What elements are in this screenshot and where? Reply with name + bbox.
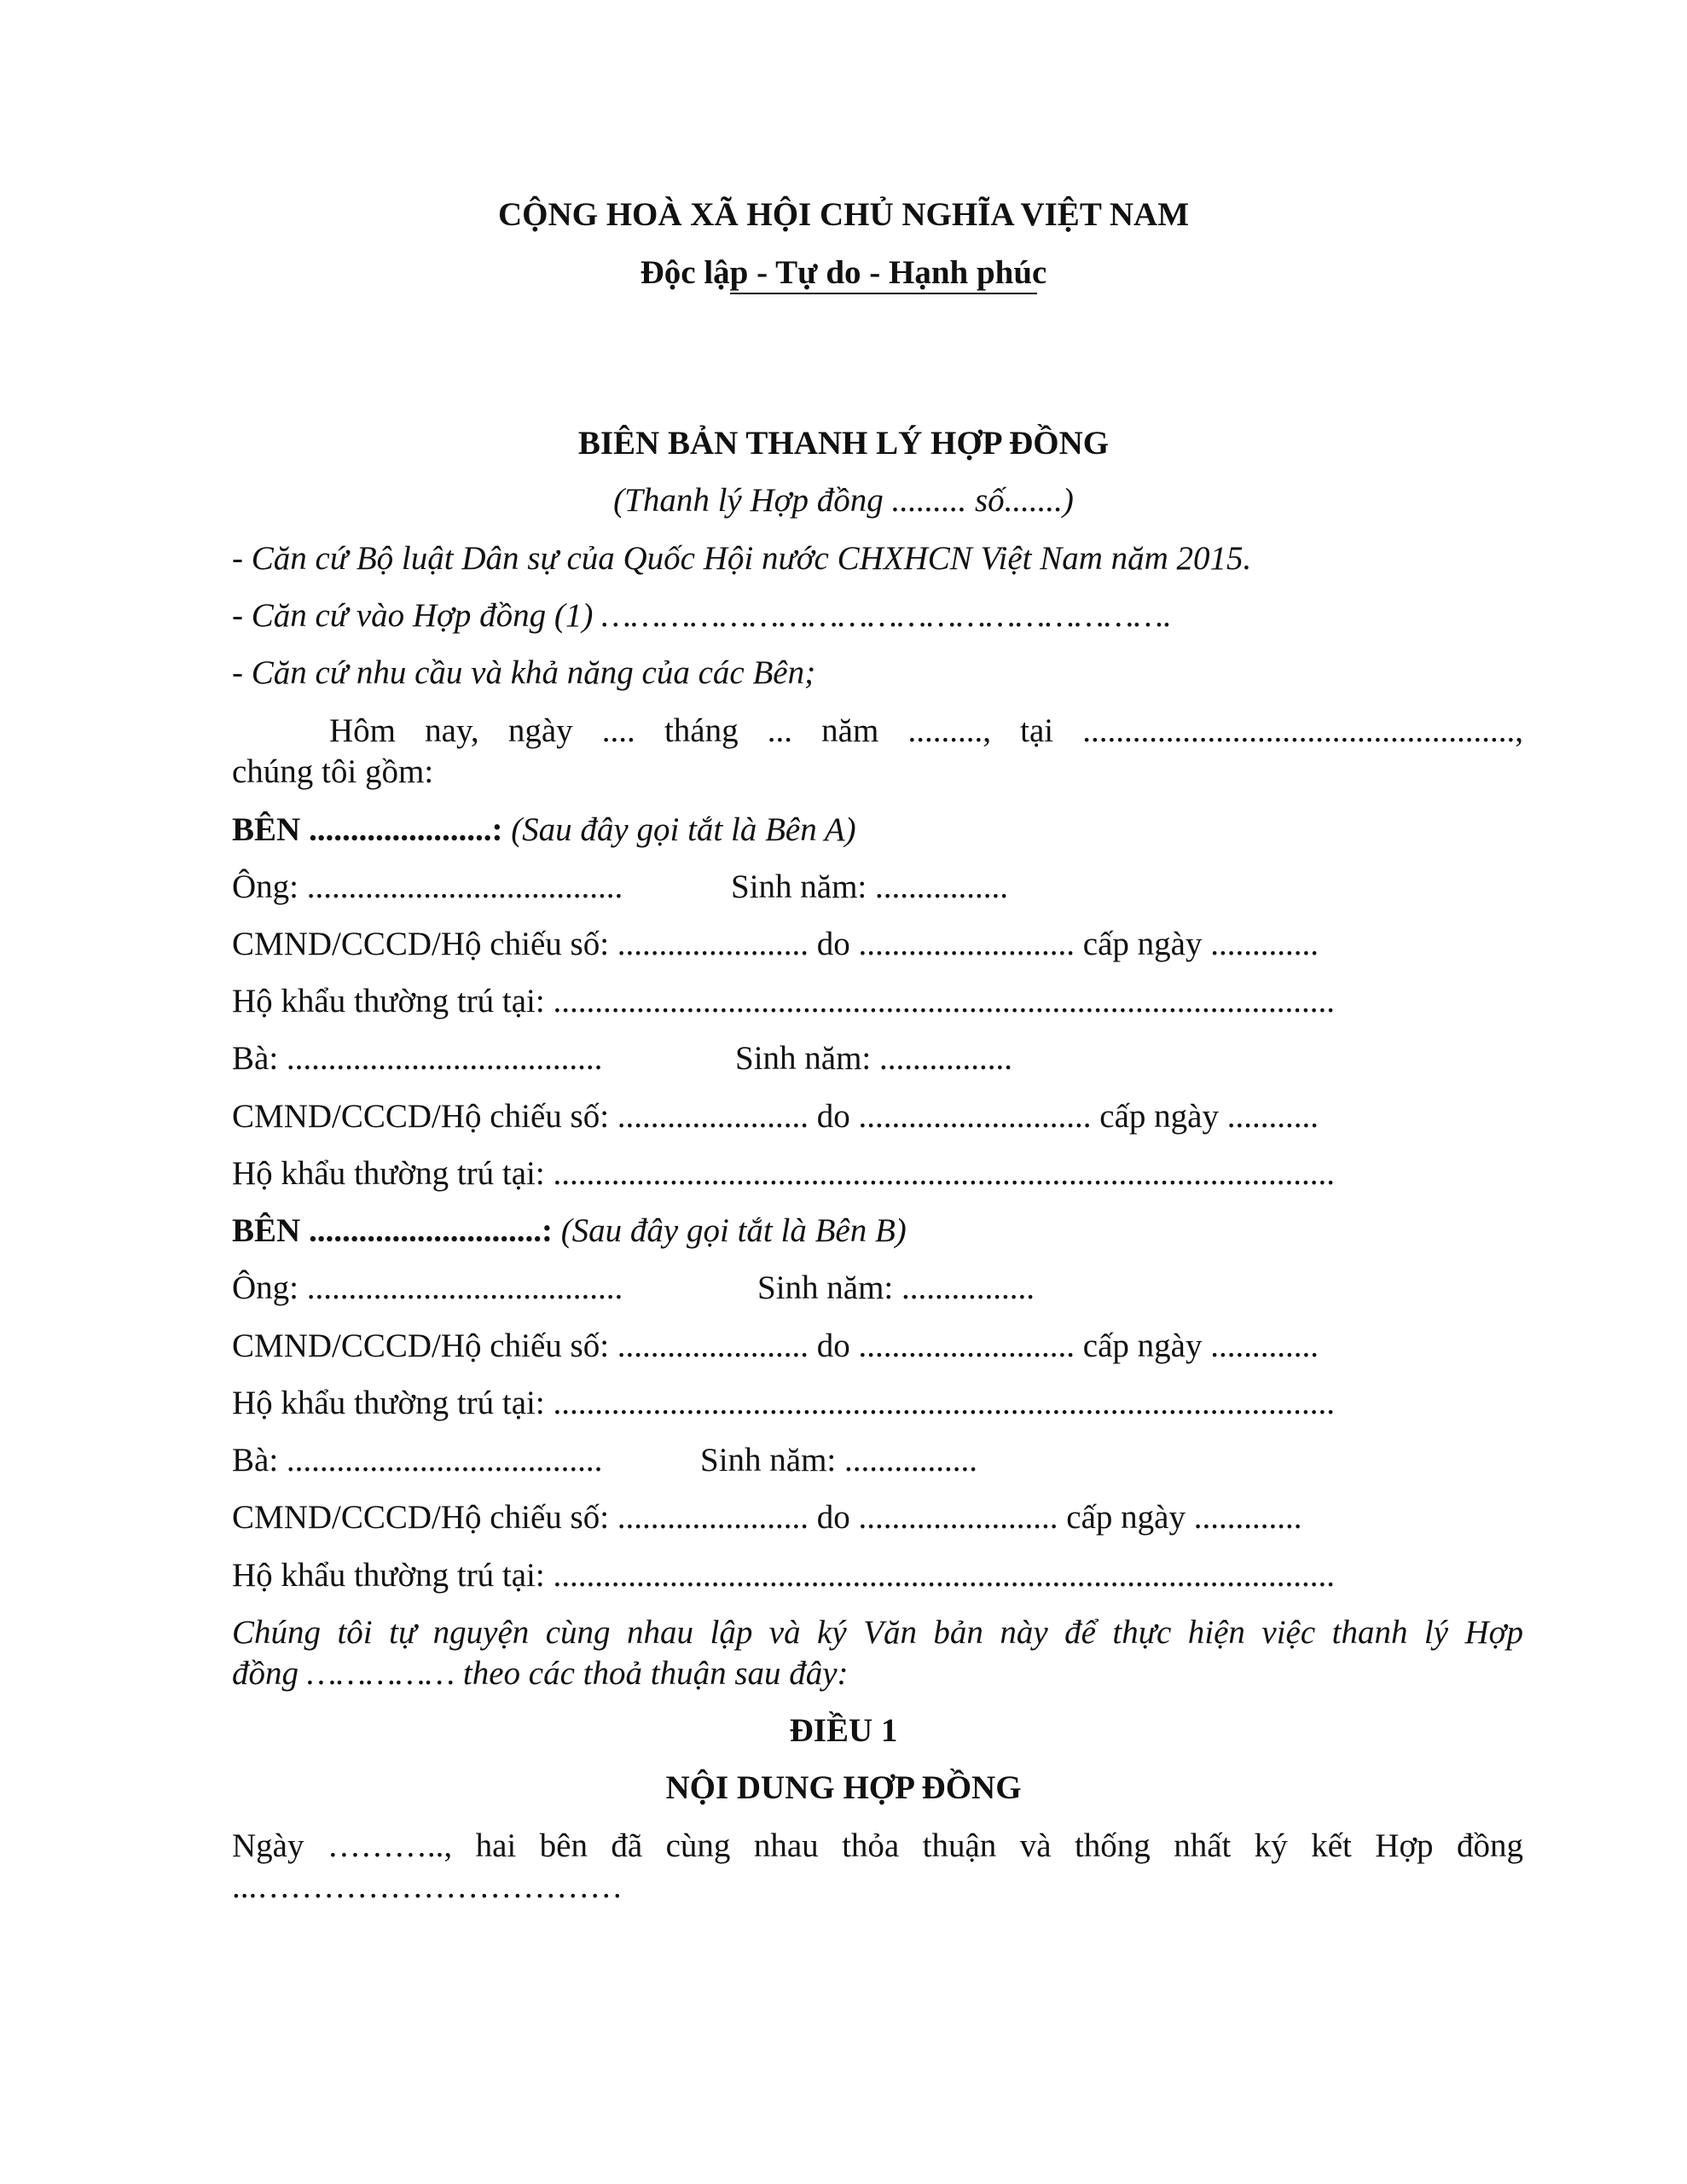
article-1-title: NỘI DUNG HỢP ĐỒNG [665, 1769, 1022, 1806]
party-a-ong: Ông: ...................................... [232, 868, 623, 905]
party-a-ba-birth: Sinh năm: ................ [735, 1040, 1013, 1077]
article-1-number: ĐIỀU 1 [789, 1712, 898, 1749]
basis-line-2: - Căn cứ vào Hợp đồng (1) …………………………………………………. [232, 597, 1172, 634]
party-b-ba-address: Hộ khẩu thường trú tại: .............................................................................................. [232, 1557, 1335, 1594]
party-a-ba-address: Hộ khẩu thường trú tại: .............................................................................................. [232, 1155, 1335, 1192]
party-b-ba-id: CMND/CCCD/Hộ chiếu số: ....................... do ........................ cấp ngày ............. [232, 1499, 1302, 1536]
article-1-line-2: ...…………………………… [232, 1868, 623, 1905]
party-a-ba-id: CMND/CCCD/Hộ chiếu số: ....................... do ............................ cấp ngày ........... [232, 1098, 1319, 1135]
document-title: BIÊN BẢN THANH LÝ HỢP ĐỒNG [577, 425, 1110, 462]
party-b-note: (Sau đây gọi tắt là Bên B) [552, 1212, 907, 1249]
motto-heading: Độc lập - Tự do - Hạnh phúc [640, 254, 1047, 291]
document-subtitle: (Thanh lý Hợp đồng ......... số.......) [613, 482, 1074, 519]
party-a-ong-address: Hộ khẩu thường trú tại: .............................................................................................. [232, 983, 1335, 1019]
party-b-ba-birth: Sinh năm: ................ [700, 1442, 978, 1478]
party-a-ong-birth: Sinh năm: ................ [731, 868, 1009, 905]
party-b-ba: Bà: ...................................... [232, 1442, 603, 1478]
nation-heading: CỘNG HOÀ XÃ HỘI CHỦ NGHĨA VIỆT NAM [497, 196, 1190, 233]
party-a-label: BÊN ......................: [232, 811, 503, 848]
agreement-line-1: Chúng tôi tự nguyện cùng nhau lập và ký Văn bản này để thực hiện việc thanh lý Hợp [232, 1614, 1523, 1651]
party-b-ong-id: CMND/CCCD/Hộ chiếu số: ....................... do .......................... cấp ngày ............. [232, 1327, 1319, 1364]
party-b-ong-birth: Sinh năm: ................ [757, 1269, 1035, 1306]
party-b-ong-address: Hộ khẩu thường trú tại: .............................................................................................. [232, 1385, 1335, 1421]
basis-line-1: - Căn cứ Bộ luật Dân sự của Quốc Hội nước CHXHCN Việt Nam năm 2015. [232, 540, 1252, 577]
party-a-note: (Sau đây gọi tắt là Bên A) [502, 811, 856, 848]
motto-underline [730, 293, 1037, 294]
party-a-ong-id: CMND/CCCD/Hộ chiếu số: ....................... do .......................... cấp ngày ............. [232, 926, 1319, 962]
agreement-line-2: đồng …………… theo các thoả thuận sau đây: [232, 1655, 849, 1692]
intro-line-2: chúng tôi gồm: [232, 753, 434, 790]
party-a-ba: Bà: ...................................... [232, 1040, 603, 1077]
party-b-label: BÊN ............................: [232, 1212, 553, 1249]
party-a-heading [232, 813, 856, 846]
party-b-ong: Ông: ...................................... [232, 1269, 623, 1306]
basis-line-3: - Căn cứ nhu cầu và khả năng của các Bên; [232, 654, 816, 691]
party-b-heading [232, 1214, 907, 1247]
intro-line-1: Hôm nay, ngày .... tháng ... năm ........., tại ...................................................., [329, 712, 1523, 749]
article-1-line-1: Ngày ……….., hai bên đã cùng nhau thỏa thuận và thống nhất ký kết Hợp đồng [232, 1827, 1523, 1864]
